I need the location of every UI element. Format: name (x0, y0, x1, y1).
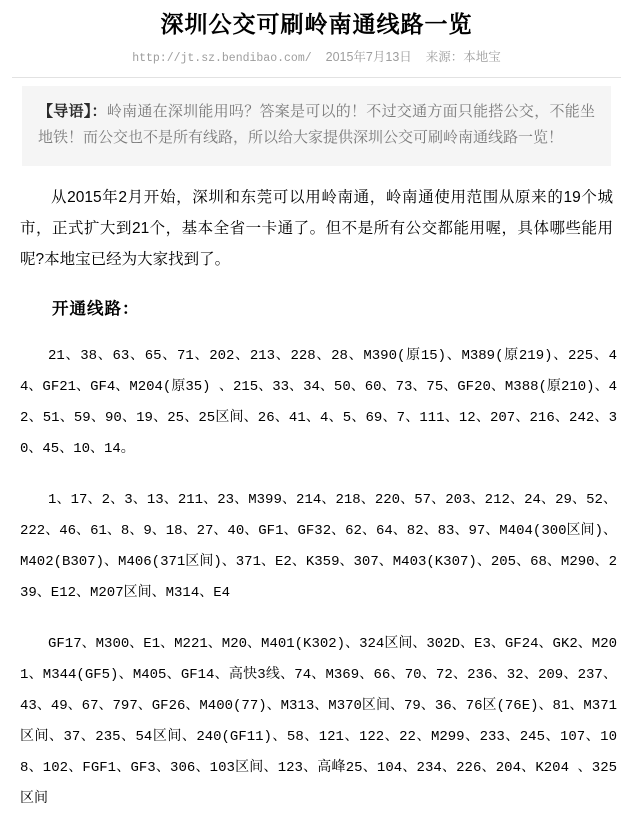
route-list-block-1: 21、38、63、65、71、202、213、228、28、M390(原15)、M389(原219)、225、44、GF21、GF4、M204(原35) 、215、33、34、50、60、73、75、GF20、M388(原210)、42、51、59、90、19、25、25区间、26、41、4、5、69、7、111、12、207、216、242、30、45、10、14。 (20, 348, 617, 457)
source-label: 来源：本地宝 (425, 50, 501, 64)
route-list-block-3: GF17、M300、E1、M221、M20、M401(K302)、324区间、302D、E3、GF24、GK2、M201、M344(GF5)、M405、GF14、高快3线、74、M369、66、70、72、236、32、209、237、43、49、67、797、GF26、M400(77)、M313、M370区间、79、36、76区(76E)、81、M371区间、37、235、54区间、240(GF11)、58、121、122、22、M299、233、245、107、108、102、FGF1、GF3、306、103区间、123、高峰25、104、234、226、204、K204 、325区间 (20, 636, 617, 807)
source-url[interactable]: http://jt.sz.bendibao.com/ (132, 52, 312, 65)
route-list-block-2: 1、17、2、3、13、211、23、M399、214、218、220、57、203、212、24、29、52、222、46、61、8、9、18、27、40、GF1、GF32、62、64、82、83、97、M404(300区间)、M402(B307)、M406(371区间)、371、E2、K359、307、M403(K307)、205、68、M290、239、E12、M207区间、M314、E4 (20, 492, 617, 601)
intro-text: 岭南通在深圳能用吗？答案是可以的！不过交通方面只能搭公交，不能坐地铁！而公交也不是所有线路，所以给大家提供深圳公交可刷岭南通线路一览！ (38, 103, 595, 146)
intro-box (22, 86, 611, 166)
article-meta (0, 49, 633, 67)
intro-paragraph: 从2015年2月开始，深圳和东莞可以用岭南通，岭南通使用范围从原来的19个城市，正式扩大到21个，基本全省一卡通了。但不是所有公交都能用喔，具体哪些能用呢?本地宝已经为大家找到了。 (20, 189, 613, 268)
section-heading-open-routes: 开通线路： (52, 300, 140, 318)
publish-date: 2015年7月13日 (325, 50, 412, 64)
article-content (0, 182, 633, 815)
intro-label: 【导语】： (38, 103, 107, 120)
page-title: 深圳公交可刷岭南通线路一览 (160, 12, 473, 37)
header-divider (12, 77, 621, 78)
